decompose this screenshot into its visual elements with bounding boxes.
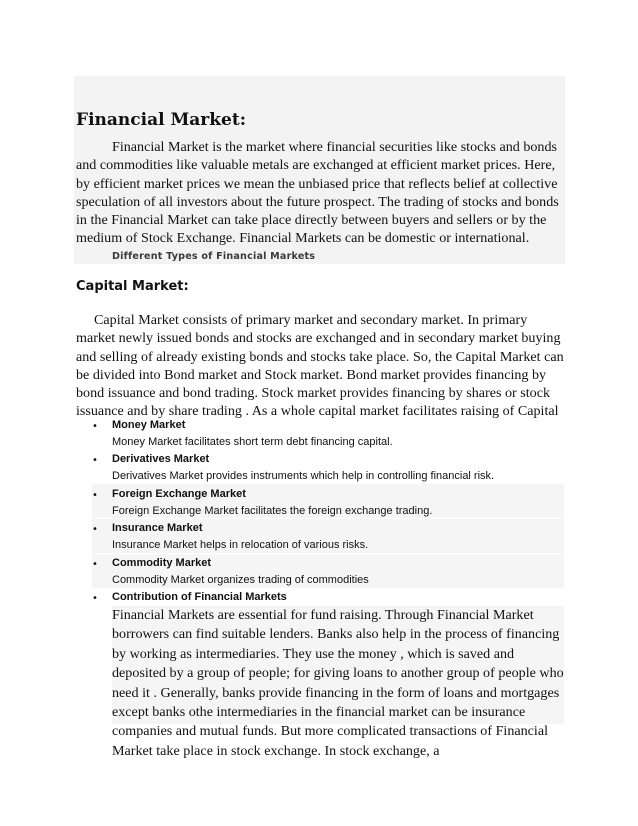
bullet-icon: • (92, 593, 98, 604)
financial-market-heading: Financial Market: (76, 110, 246, 130)
list-item-description: Insurance Market helps in relocation of various risks. (112, 539, 369, 551)
list-item-description: Money Market facilitates short term debt financing capital. (112, 436, 393, 448)
list-item-description: Derivatives Market provides instruments which help in controlling financial risk. (112, 470, 495, 482)
list-item-title: Foreign Exchange Market (112, 488, 246, 500)
bullet-icon: • (92, 524, 98, 535)
capital-market-paragraph: Capital Market consists of primary market and secondary market. In primary market newly issued bonds and stocks are exchanged and in secondary market buying and selling of already existing bonds and stocks take place. So, the Capital Market can be divided into Bond market and Stock market. Bond market provides financing by bond issuance and bond trading. Stock market provides financing by shares or stock issuance and by share trading . As a whole capital market facilitates raising of Capital (76, 312, 564, 420)
list-item-title: Insurance Market (112, 522, 203, 534)
contribution-title: Contribution of Financial Markets (112, 591, 287, 603)
list-item-title: Commodity Market (112, 557, 212, 569)
bullet-icon: • (92, 490, 98, 501)
bullet-icon: • (92, 559, 98, 570)
capital-market-heading: Capital Market: (76, 279, 189, 294)
financial-market-paragraph: Financial Market is the market where financial securities like stocks and bonds and commodities like valuable metals are exchanged at efficient market prices. Here, by efficient market prices we mean the unbiased price that reflects belief at collective speculation of all investors about the future prospect. The trading of stocks and bonds in the Financial Market can take place directly between buyers and sellers or by the medium of Stock Exchange. Financial Markets can be domestic or international. (76, 139, 559, 247)
bullet-icon: • (92, 421, 98, 432)
list-item-description: Commodity Market organizes trading of commodities (112, 574, 369, 586)
list-item-description: Foreign Exchange Market facilitates the foreign exchange trading. (112, 505, 433, 517)
list-item-title: Derivatives Market (112, 453, 210, 465)
list-item-title: Money Market (112, 419, 186, 431)
bullet-icon: • (92, 455, 98, 466)
contribution-paragraph: Financial Markets are essential for fund raising. Through Financial Market borrowers can find suitable lenders. Banks also help in the process of financing by working as intermediaries. They use the money , which is saved and deposited by a group of people; for giving loans to another group of people who need it . Generally, banks provide financing in the form of loans and mortgages except banks othe intermediaries in the financial market can be insurance companies and mutual funds. But more complicated transactions of Financial Market take place in stock exchange. In stock exchange, a (112, 607, 564, 759)
types-of-markets-link[interactable]: Different Types of Financial Markets (112, 251, 316, 262)
